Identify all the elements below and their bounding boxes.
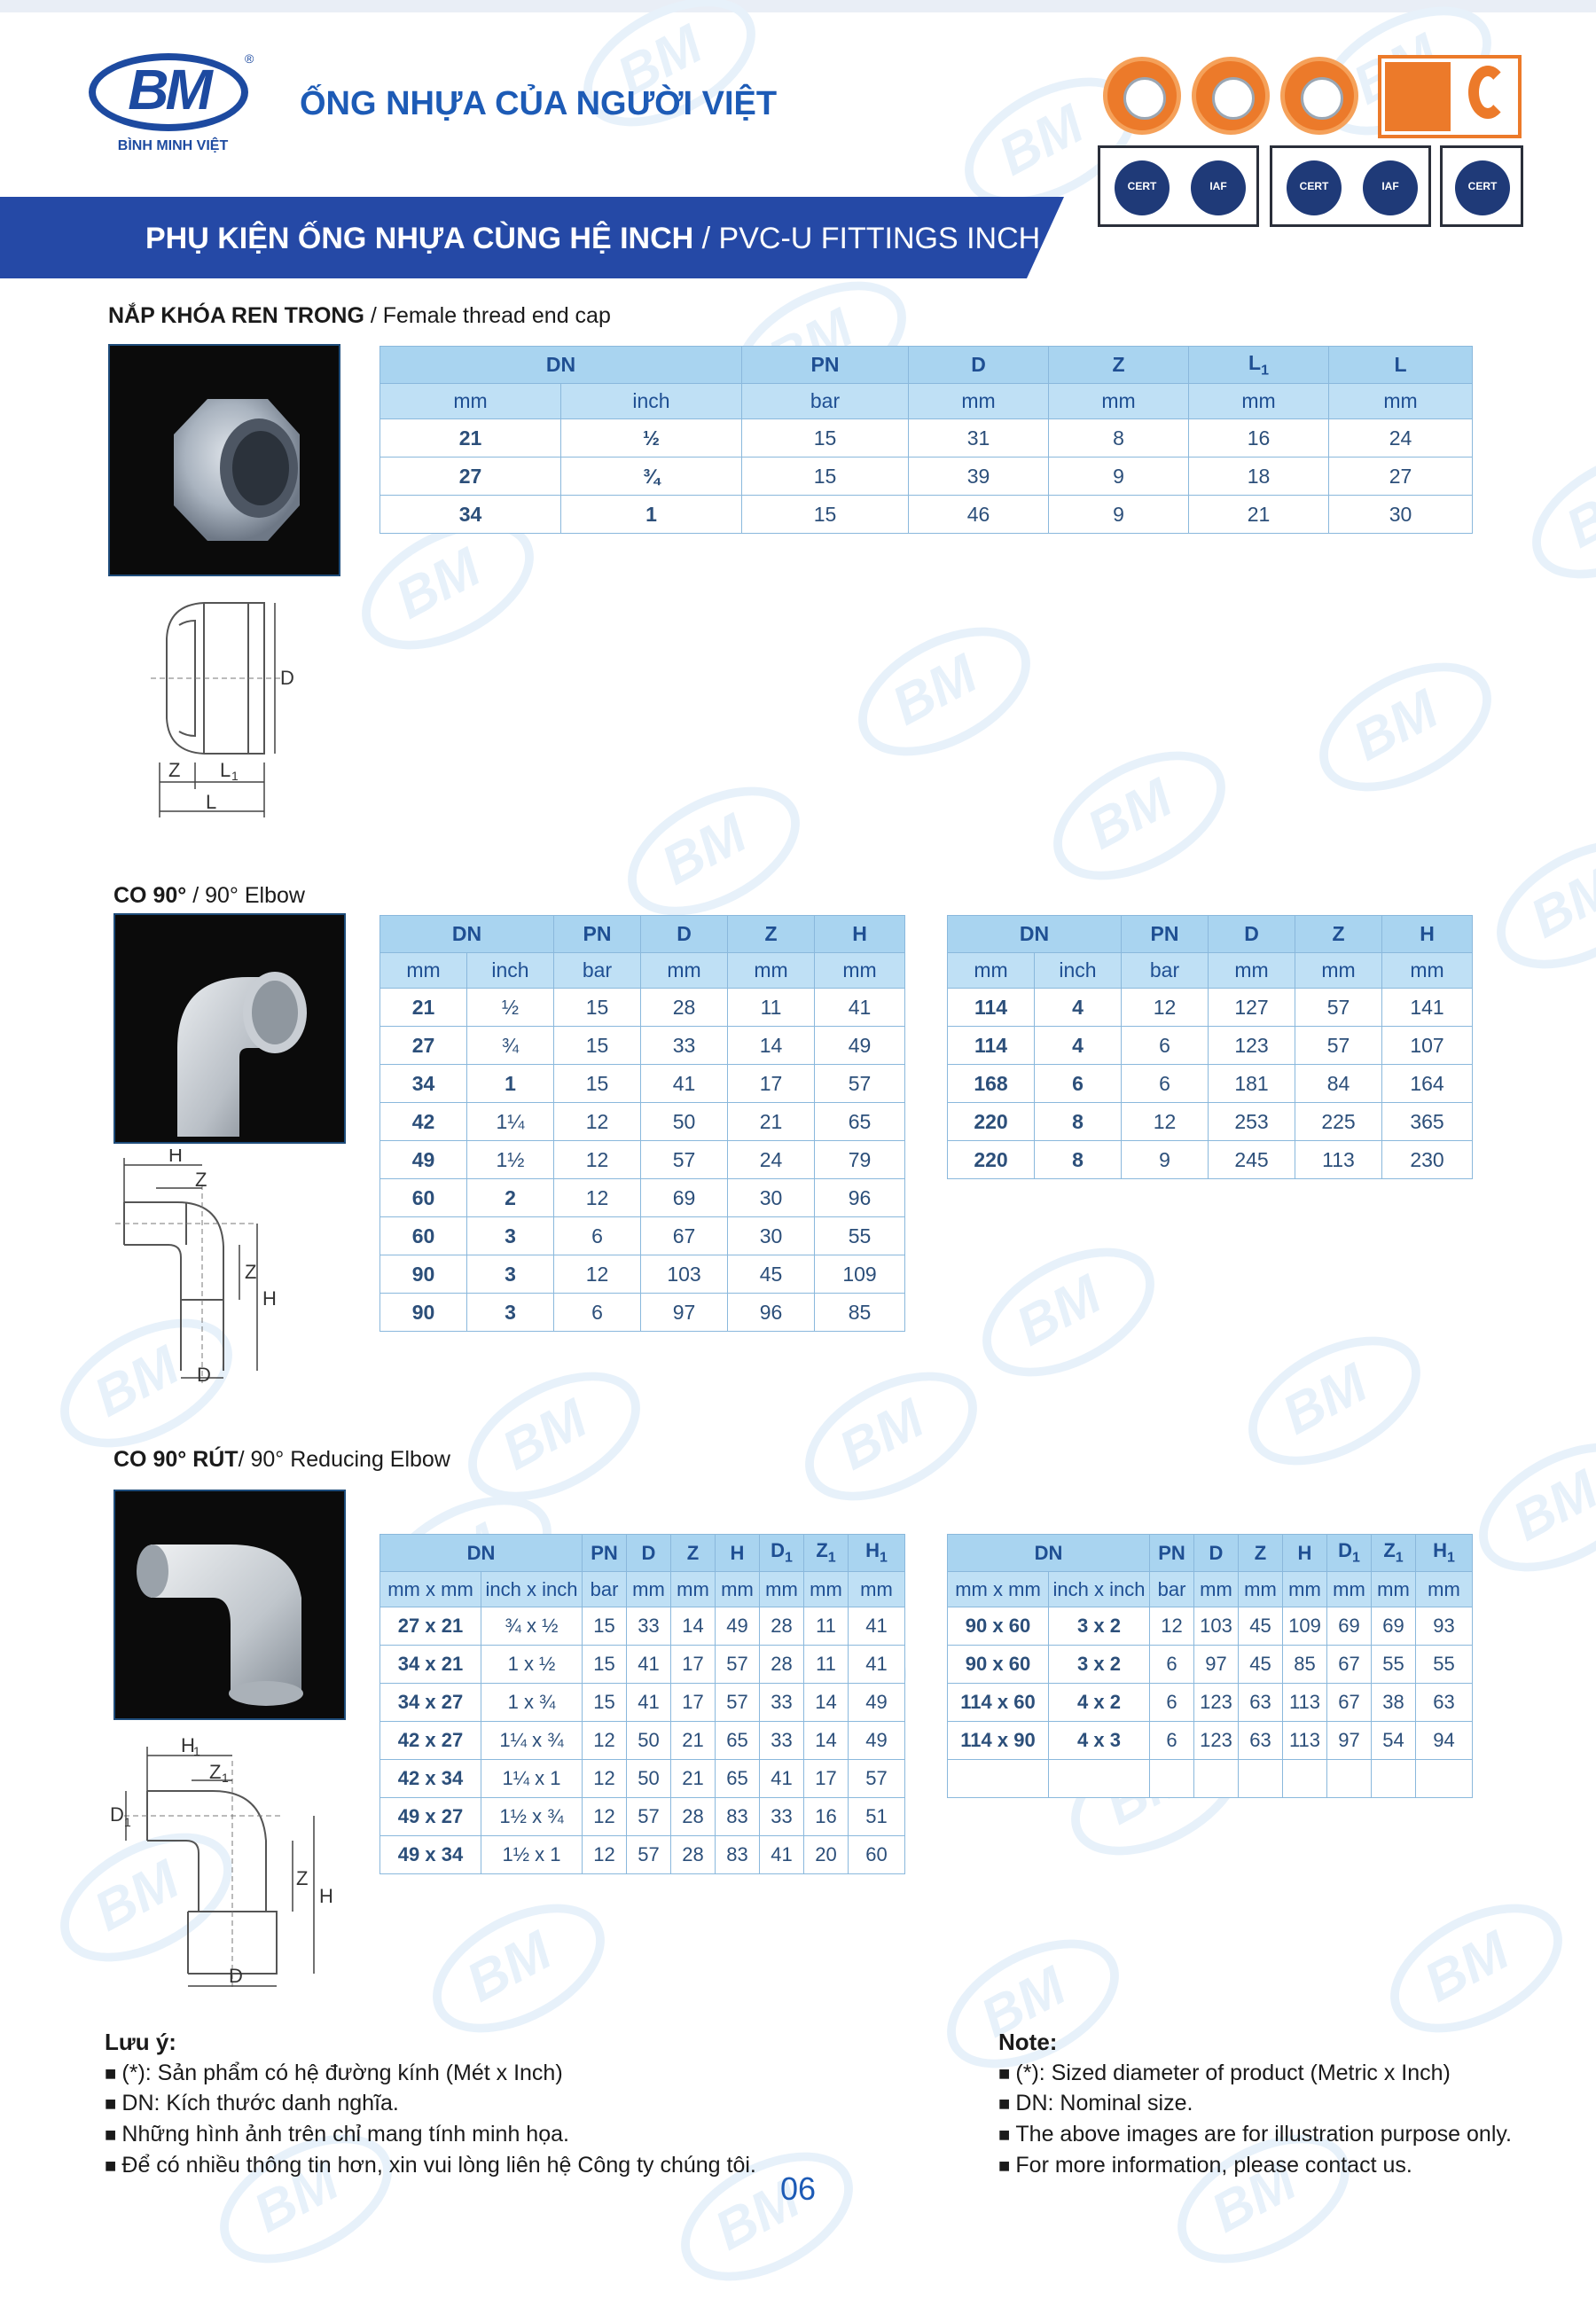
diagram-label-z-side: Z bbox=[245, 1261, 257, 1283]
elbow-spec-table-left: DN PN D Z H mm inch bar mm mm mm 21 ½ 15 28 11 41 27 ¾ 15 33 14 49 34 1 15 41 17 57 42 1¼ 12 50 21 65 49 1½ 12 57 24 79 60 2 12 69 30 96 60 3 6 67 30 55 90 3 12 103 45 109 90 3 6 97 96 85 bbox=[379, 915, 905, 1332]
diagram-label-d: D bbox=[197, 1364, 211, 1386]
logo-company-name: BÌNH MINH VIỆT bbox=[117, 138, 229, 153]
table-row: 42 x 34 1¼ x 1 12 50 21 65 41 17 57 bbox=[380, 1760, 905, 1798]
diagram-label-h-side: H bbox=[262, 1287, 277, 1310]
slogan: ỐNG NHỰA CỦA NGƯỜI VIỆT bbox=[300, 85, 778, 122]
iso-cert-badge: CERT bbox=[1440, 145, 1523, 227]
table-row: 21 ½ 15 31 8 16 24 bbox=[380, 419, 1473, 457]
notes-title-vi: Lưu ý: bbox=[105, 2029, 176, 2055]
note-item-vi: ■ Để có nhiều thông tin hơn, xin vui lòng liên hệ Công ty chúng tôi. bbox=[105, 2153, 756, 2178]
reducing-spec-table-right: DN PN D Z H $D_1$ $Z_1$ $H_1$ mm x mm inch x inch bar mm mm mm mm mm mm 90 x 60 3 x 2 12 103 45 109 69 69 93 90 x 60 3 x 2 6 97 45 85 67 55 55 114 x 60 4 x 2 6 123 63 113 67 38 63 114 x 90 4 x 3 6 123 63 113 97 54 94 bbox=[947, 1534, 1473, 1798]
col-header-d: D bbox=[909, 347, 1049, 384]
units-row: mm inch bar mm mm mm bbox=[948, 953, 1473, 989]
reducing-spec-table-left: DN PN D Z H $D_1$ $Z_1$ $H_1$ mm x mm inch x inch bar mm mm mm mm mm mm 27 x 21 ¾ x ½ 15 33 14 49 28 11 41 34 x 21 1 x ½ 15 41 17 57 28 11 41 34 x 27 1 x ¾ 15 41 17 57 33 14 49 42 x 27 1¼ x ¾ 12 50 21 65 33 14 49 42 x 34 1¼ x 1 12 50 21 65 41 17 57 49 x 27 1½ x ¾ 12 57 28 83 33 16 51 49 x 34 1½ x 1 12 57 28 83 41 20 60 bbox=[379, 1534, 905, 1874]
table-row: 49 x 27 1½ x ¾ 12 57 28 83 33 16 51 bbox=[380, 1798, 905, 1836]
table-row: 90 3 6 97 96 85 bbox=[380, 1294, 905, 1332]
table-row: 34 1 15 46 9 21 30 bbox=[380, 496, 1473, 534]
diagram-label-d: D bbox=[229, 1965, 243, 1987]
table-row: 90 x 60 3 x 2 12 103 45 109 69 69 93 bbox=[948, 1607, 1473, 1646]
iso-cert-badge: CERT IAF bbox=[1098, 145, 1259, 227]
diagram-label-d: D bbox=[280, 667, 294, 689]
table-row: 90 x 60 3 x 2 6 97 45 85 67 55 55 bbox=[948, 1646, 1473, 1684]
table-row: 34 1 15 41 17 57 bbox=[380, 1065, 905, 1103]
diagram-label-h: H bbox=[319, 1885, 333, 1907]
note-item-vi: ■ DN: Kích thước danh nghĩa. bbox=[105, 2091, 399, 2116]
table-row: 220 8 9 245 113 230 bbox=[948, 1141, 1473, 1179]
cap-dimension-diagram bbox=[133, 585, 310, 825]
registered-mark: ® bbox=[245, 51, 254, 66]
cap-spec-table bbox=[379, 346, 1473, 534]
col-header-z: Z bbox=[1049, 347, 1189, 384]
note-item-en: ■ DN: Nominal size. bbox=[998, 2091, 1193, 2116]
table-row: 42 x 27 1¼ x ¾ 12 50 21 65 33 14 49 bbox=[380, 1722, 905, 1760]
reducing-elbow-product-photo bbox=[113, 1490, 346, 1720]
notes-title-en: Note: bbox=[998, 2029, 1058, 2055]
diagram-label-z1: Z bbox=[209, 1761, 222, 1783]
note-item-en: ■ For more information, please contact us. bbox=[998, 2153, 1412, 2178]
table-row: 60 2 12 69 30 96 bbox=[380, 1179, 905, 1217]
table-row: 27 ¾ 15 39 9 18 27 bbox=[380, 457, 1473, 496]
table-row: 114 4 12 127 57 141 bbox=[948, 989, 1473, 1027]
col-header-pn: PN bbox=[742, 347, 909, 384]
diagram-label-l1: L bbox=[220, 759, 231, 781]
table-row: 114 4 6 123 57 107 bbox=[948, 1027, 1473, 1065]
table-row: 114 x 60 4 x 2 6 123 63 113 67 38 63 bbox=[948, 1684, 1473, 1722]
table-row: 42 1¼ 12 50 21 65 bbox=[380, 1103, 905, 1141]
cap-product-photo bbox=[108, 344, 340, 576]
elbow-spec-table-right: DN PN D Z H mm inch bar mm mm mm 114 4 12 127 57 141 114 4 6 123 57 107 168 6 6 181 84 164 220 8 12 253 225 365 220 8 9 245 113 230 bbox=[947, 915, 1473, 1179]
page-number: 06 bbox=[779, 2170, 817, 2207]
iso-cert-badge: CERT IAF bbox=[1270, 145, 1431, 227]
table-row: 168 6 6 181 84 164 bbox=[948, 1065, 1473, 1103]
col-header-l1: $L_1$ bbox=[1189, 347, 1329, 384]
svg-text:1: 1 bbox=[222, 1771, 229, 1785]
top-strip bbox=[0, 0, 1596, 12]
diagram-label-d1: D bbox=[110, 1803, 124, 1826]
table-row: 60 3 6 67 30 55 bbox=[380, 1217, 905, 1255]
certification-seal-icon bbox=[1192, 57, 1270, 135]
table-row: 49 1½ 12 57 24 79 bbox=[380, 1141, 905, 1179]
svg-text:1: 1 bbox=[193, 1744, 200, 1758]
table-row-empty bbox=[948, 1760, 1473, 1798]
diagram-label-z: Z bbox=[195, 1169, 207, 1191]
cap-section-title: NẮP KHÓA REN TRONG / Female thread end cap bbox=[108, 303, 611, 328]
elbow-section-title: CO 90° / 90° Elbow bbox=[113, 883, 305, 908]
table-row: 49 x 34 1½ x 1 12 57 28 83 41 20 60 bbox=[380, 1836, 905, 1874]
units-row: mm inch bar mm mm mm bbox=[380, 953, 905, 989]
banner-title: PHỤ KIỆN ỐNG NHỰA CÙNG HỆ INCH / PVC-U FITTINGS INCH SERIES bbox=[145, 222, 1160, 255]
svg-text:1: 1 bbox=[124, 1815, 131, 1829]
note-item-vi: ■ Những hình ảnh trên chỉ mang tính minh họa. bbox=[105, 2122, 569, 2147]
certification-seal-icon bbox=[1280, 57, 1358, 135]
note-item-en: ■ (*): Sized diameter of product (Metric x Inch) bbox=[998, 2061, 1451, 2086]
table-row: 34 x 21 1 x ½ 15 41 17 57 28 11 41 bbox=[380, 1646, 905, 1684]
table-row: 27 ¾ 15 33 14 49 bbox=[380, 1027, 905, 1065]
note-item-vi: ■ (*): Sản phẩm có hệ đường kính (Mét x Inch) bbox=[105, 2061, 563, 2086]
table-row: 27 x 21 ¾ x ½ 15 33 14 49 28 11 41 bbox=[380, 1607, 905, 1646]
units-row: mm x mm inch x inch bar mm mm mm mm mm mm bbox=[380, 1572, 905, 1607]
quality-mark-icon bbox=[1378, 55, 1522, 138]
diagram-label-z: Z bbox=[296, 1867, 309, 1889]
certification-seal-icon bbox=[1103, 57, 1181, 135]
diagram-label-l: L bbox=[206, 791, 217, 813]
logo-text: BM bbox=[128, 58, 209, 121]
table-row: 21 ½ 15 28 11 41 bbox=[380, 989, 905, 1027]
diagram-label-h: H bbox=[168, 1149, 183, 1166]
table-row: 220 8 12 253 225 365 bbox=[948, 1103, 1473, 1141]
elbow-dimension-diagram bbox=[106, 1149, 355, 1388]
table-row: 114 x 90 4 x 3 6 123 63 113 97 54 94 bbox=[948, 1722, 1473, 1760]
reducing-elbow-dimension-diagram bbox=[106, 1734, 364, 1991]
table-row: 34 x 27 1 x ¾ 15 41 17 57 33 14 49 bbox=[380, 1684, 905, 1722]
col-header-dn: DN bbox=[380, 347, 742, 384]
elbow-product-photo bbox=[113, 913, 346, 1144]
col-header-l: L bbox=[1329, 347, 1473, 384]
table-row: 90 3 12 103 45 109 bbox=[380, 1255, 905, 1294]
diagram-label-z: Z bbox=[168, 759, 181, 781]
note-item-en: ■ The above images are for illustration purpose only. bbox=[998, 2122, 1512, 2147]
units-row: mm x mm inch x inch bar mm mm mm mm mm mm bbox=[948, 1572, 1473, 1607]
diagram-label-h1: H bbox=[181, 1734, 195, 1756]
units-row: mm inch bar mm mm mm mm bbox=[380, 384, 1473, 419]
reducing-section-title: CO 90° RÚT/ 90° Reducing Elbow bbox=[113, 1447, 450, 1472]
svg-text:1: 1 bbox=[231, 769, 239, 783]
